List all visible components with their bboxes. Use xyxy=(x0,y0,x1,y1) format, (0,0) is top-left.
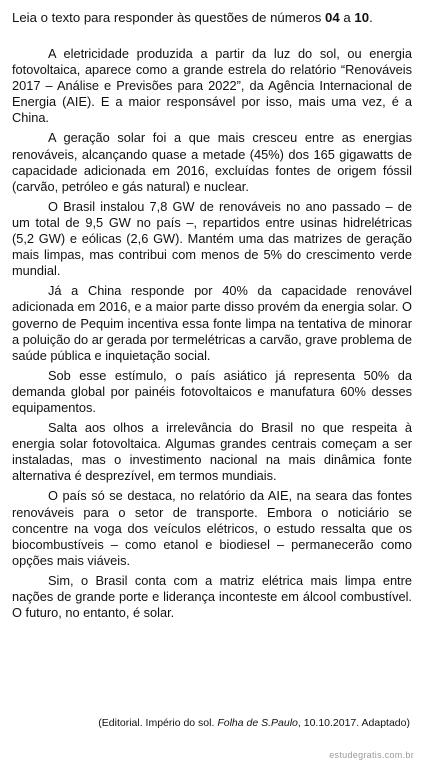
citation-publication: Folha de S.Paulo xyxy=(217,717,298,729)
paragraph-4: Já a China responde por 40% da capacidade renovável adicionada em 2016, e a maior parte disso provém da energia solar. O governo de Pequim incentiva essa fonte limpa na tentativa de minorar a poluição do ar gerada por termelétricas a carvão, grave problema de saúde pública e inquietação social. xyxy=(12,283,412,363)
paragraph-6: Salta aos olhos a irrelevância do Brasil no que respeita à energia solar fotovoltaica. Algumas grandes centrais começam a ser instaladas, mas o investimento nacional na mais dinâmica fonte alternativa é desprezível, em termos mundiais. xyxy=(12,420,412,484)
site-watermark: estudegratis.com.br xyxy=(329,750,414,760)
paragraph-7: O país só se destaca, no relatório da AIE, na seara das fontes renováveis para o setor de transporte. Embora o noticiário se concentre na voga dos veículos elétricos, o estudo ressalta que os biocombustíveis – como etanol e biodiesel – permanecerão como opções mais viáveis. xyxy=(12,488,412,568)
paragraph-5: Sob esse estímulo, o país asiático já representa 50% da demanda global por painéis fotovoltaicos e manufatura 60% desses equipamentos. xyxy=(12,367,412,415)
paragraph-8: Sim, o Brasil conta com a matriz elétrica mais limpa entre nações de grande porte e liderança inconteste em álcool combustível. O futuro, no entanto, é solar. xyxy=(12,572,412,621)
paragraph-3: O Brasil instalou 7,8 GW de renováveis no ano passado – de um total de 9,5 GW no país –, repartidos entre usinas hidrelétricas (5,2 GW) e eólicas (2,6 GW). Mantém uma das matrizes de geração mais limpas, mas contribui com menos de 5% do crescimento verde mundial. xyxy=(12,198,412,279)
paragraph-2: A geração solar foi a que mais cresceu entre as energias renováveis, alcançando quase a metade (45%) dos 165 gigawatts de capacidade adicionada em 2016, excluídas fontes de origem fóssil (carvão, petróleo e gás natural) e nuclear. xyxy=(12,130,412,194)
paragraph-1: A eletricidade produzida a partir da luz do sol, ou energia fotovoltaica, aparece como a grande estrela do relatório “Renováveis 2017 – Análise e Previsões para 2022”, da Agência Internacional de Energia (AIE). E a maior responsável por isso, mais uma vez, é a China. xyxy=(12,46,412,126)
instruction-connector: a xyxy=(339,10,355,25)
instruction-end: . xyxy=(369,10,373,25)
citation-text: (Editorial. Império do sol. xyxy=(98,717,218,729)
citation-date: , 10.10.2017. Adaptado) xyxy=(297,717,410,729)
instruction-line xyxy=(12,10,412,26)
article-text xyxy=(12,46,412,625)
source-citation xyxy=(98,716,410,730)
question-end-number: 10 xyxy=(354,10,370,25)
question-start-number: 04 xyxy=(325,10,340,25)
instruction-text: Leia o texto para responder às questões de números xyxy=(12,10,326,25)
